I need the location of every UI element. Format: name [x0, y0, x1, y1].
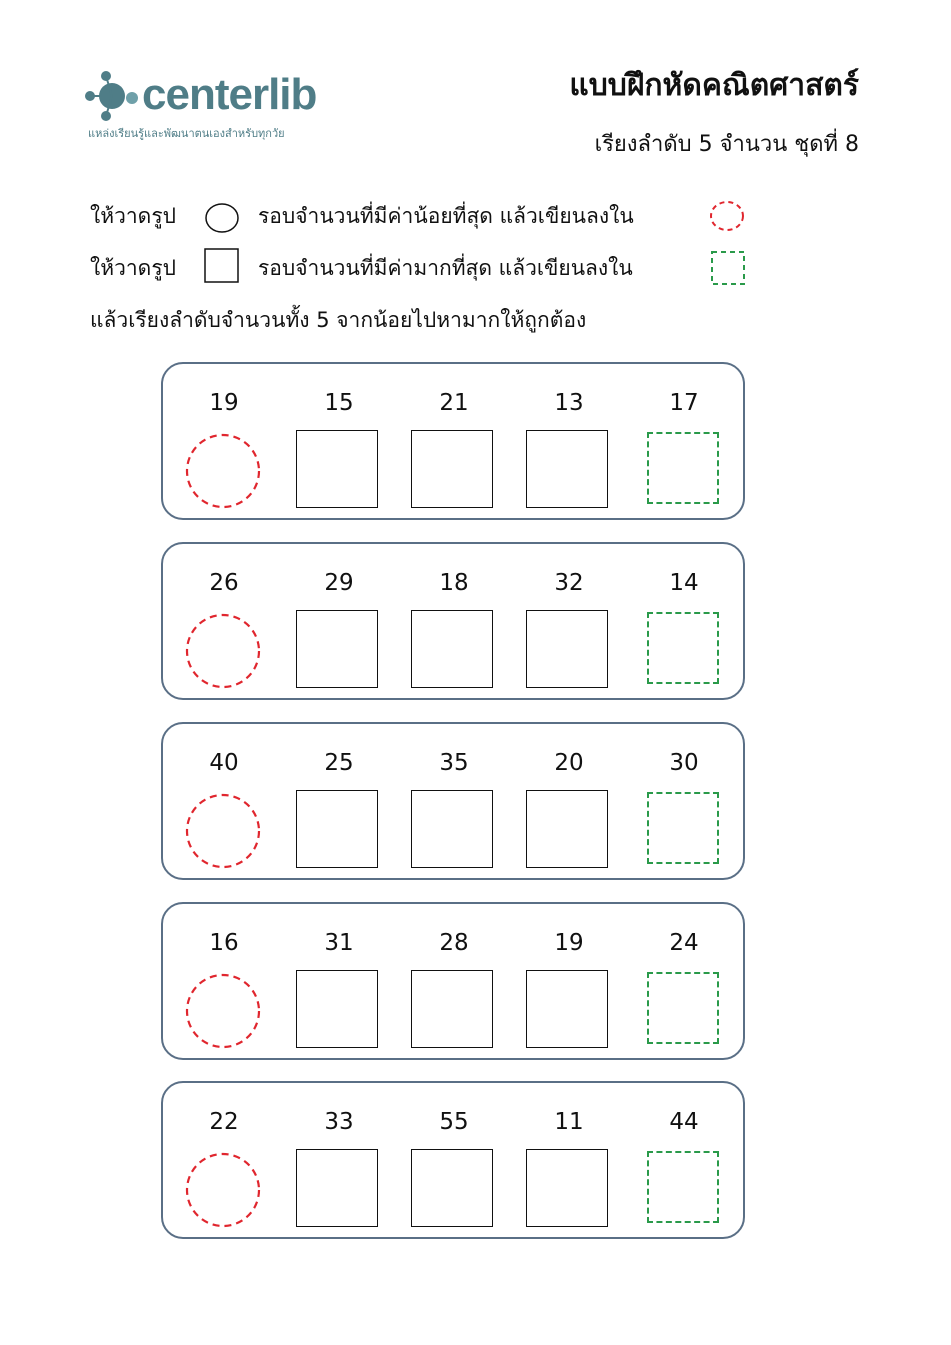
- number-label: 31: [324, 930, 354, 956]
- answer-box[interactable]: [526, 790, 608, 868]
- number-label: 32: [554, 570, 584, 596]
- answer-box[interactable]: [296, 1149, 378, 1227]
- circle-icon: [204, 202, 240, 234]
- logo-molecule-icon: [84, 68, 142, 124]
- instruction-1-text: รอบจำนวนที่มีค่าน้อยที่สุด แล้วเขียนลงใน: [258, 204, 634, 228]
- number-label: 21: [439, 390, 469, 416]
- instruction-1-prefix: ให้วาดรูป: [90, 204, 176, 228]
- page-subtitle: เรียงลำดับ 5 จำนวน ชุดที่ 8: [594, 132, 859, 157]
- exercise-card-2: [161, 542, 745, 700]
- exercise-card-1: [161, 362, 745, 520]
- number-label: 55: [439, 1109, 469, 1135]
- number-label: 13: [554, 390, 584, 416]
- answer-box[interactable]: [526, 1149, 608, 1227]
- answer-box[interactable]: [411, 610, 493, 688]
- instruction-line-3: แล้วเรียงลำดับจำนวนทั้ง 5 จากน้อยไปหามากให้ถูกต้อง: [90, 308, 587, 332]
- number-label: 44: [669, 1109, 699, 1135]
- exercise-card-3: [161, 722, 745, 880]
- number-label: 40: [209, 750, 239, 776]
- number-label: 16: [209, 930, 239, 956]
- number-label: 14: [669, 570, 699, 596]
- exercise-card-5: [161, 1081, 745, 1239]
- number-label: 33: [324, 1109, 354, 1135]
- largest-answer-box[interactable]: [647, 792, 719, 864]
- number-label: 15: [324, 390, 354, 416]
- number-label: 18: [439, 570, 469, 596]
- number-label: 22: [209, 1109, 239, 1135]
- answer-box[interactable]: [411, 970, 493, 1048]
- answer-box[interactable]: [411, 790, 493, 868]
- exercise-card-4: [161, 902, 745, 1060]
- number-label: 19: [209, 390, 239, 416]
- largest-answer-box[interactable]: [647, 432, 719, 504]
- answer-box[interactable]: [296, 610, 378, 688]
- answer-box[interactable]: [526, 430, 608, 508]
- number-label: 28: [439, 930, 469, 956]
- largest-answer-box[interactable]: [647, 612, 719, 684]
- page-title: แบบฝึกหัดคณิตศาสตร์: [569, 68, 859, 103]
- number-label: 11: [554, 1109, 584, 1135]
- smallest-answer-circle[interactable]: [184, 1151, 262, 1229]
- answer-box[interactable]: [296, 790, 378, 868]
- instruction-line-1: [90, 200, 770, 232]
- number-label: 17: [669, 390, 699, 416]
- number-label: 19: [554, 930, 584, 956]
- number-label: 26: [209, 570, 239, 596]
- dashed-circle-icon: [708, 200, 746, 234]
- logo-tagline: แหล่งเรียนรู้และพัฒนาตนเองสำหรับทุกวัย: [88, 127, 285, 140]
- smallest-answer-circle[interactable]: [184, 432, 262, 510]
- number-label: 30: [669, 750, 699, 776]
- number-label: 24: [669, 930, 699, 956]
- largest-answer-box[interactable]: [647, 972, 719, 1044]
- answer-box[interactable]: [526, 970, 608, 1048]
- dashed-square-icon: [710, 250, 746, 286]
- answer-box[interactable]: [526, 610, 608, 688]
- number-label: 20: [554, 750, 584, 776]
- smallest-answer-circle[interactable]: [184, 612, 262, 690]
- instruction-2-prefix: ให้วาดรูป: [90, 256, 176, 280]
- number-label: 29: [324, 570, 354, 596]
- instruction-line-2: [90, 252, 770, 284]
- centerlib-logo: [84, 66, 344, 146]
- answer-box[interactable]: [411, 430, 493, 508]
- answer-box[interactable]: [411, 1149, 493, 1227]
- square-icon: [204, 248, 240, 284]
- smallest-answer-circle[interactable]: [184, 792, 262, 870]
- logo-text: centerlib: [142, 70, 317, 119]
- answer-box[interactable]: [296, 970, 378, 1048]
- smallest-answer-circle[interactable]: [184, 972, 262, 1050]
- number-label: 25: [324, 750, 354, 776]
- number-label: 35: [439, 750, 469, 776]
- instruction-2-text: รอบจำนวนที่มีค่ามากที่สุด แล้วเขียนลงใน: [258, 256, 633, 280]
- largest-answer-box[interactable]: [647, 1151, 719, 1223]
- answer-box[interactable]: [296, 430, 378, 508]
